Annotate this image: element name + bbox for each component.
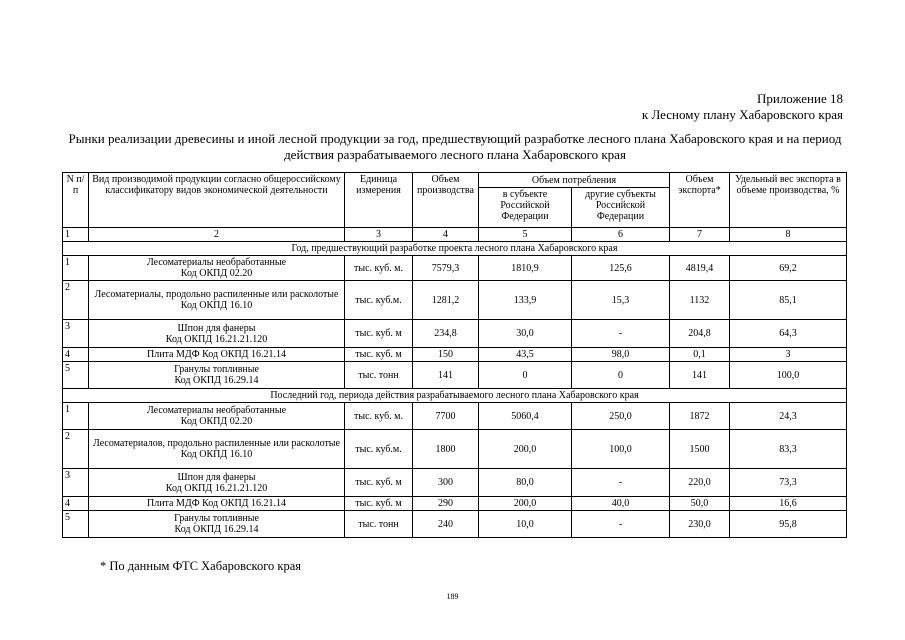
product-cell (89, 469, 345, 497)
col-number: 2 (89, 228, 345, 242)
col-number: 1 (63, 228, 89, 242)
product-name: Шпон для фанеры (177, 322, 256, 334)
export-cell: 230,0 (670, 511, 730, 538)
production-cell: 150 (413, 348, 479, 362)
appendix-note (642, 91, 843, 123)
appendix-line-1: Приложение 18 (756, 91, 843, 106)
in-subject-cell: 0 (479, 362, 572, 389)
col-number: 4 (413, 228, 479, 242)
col-header-kind: Вид производимой продукции согласно общероссийскому классификатору видов экономической деятельности (89, 173, 345, 228)
export-cell: 1500 (670, 430, 730, 469)
export-share-cell: 3 (730, 348, 847, 362)
row-number: 3 (63, 469, 89, 497)
export-share-cell: 95,8 (730, 511, 847, 538)
table-row (63, 281, 847, 320)
row-number: 5 (63, 511, 89, 538)
in-subject-cell: 133,9 (479, 281, 572, 320)
other-subjects-cell: - (572, 320, 670, 348)
export-cell: 1872 (670, 403, 730, 430)
product-code: Код ОКПД 16.29.14 (174, 524, 259, 535)
export-cell: 4819,4 (670, 256, 730, 281)
product-cell (89, 362, 345, 389)
markets-table (62, 172, 847, 538)
other-subjects-cell: - (572, 511, 670, 538)
col-header-other-subjects: другие субъекты Российской Федерации (572, 188, 670, 228)
row-number: 4 (63, 497, 89, 511)
product-cell (89, 256, 345, 281)
page-number: 189 (446, 592, 459, 601)
production-cell: 7579,3 (413, 256, 479, 281)
col-number: 8 (730, 228, 847, 242)
in-subject-cell: 30,0 (479, 320, 572, 348)
title-line-2: действия разрабатываемого лесного плана Хабаровского края (284, 147, 626, 162)
table-header (63, 173, 847, 242)
production-cell: 234,8 (413, 320, 479, 348)
product-code: Код ОКПД 16.21.21.120 (165, 333, 268, 345)
section-1 (63, 242, 847, 389)
product-code: Код ОКПД 02.20 (180, 416, 253, 427)
export-share-cell: 16,6 (730, 497, 847, 511)
footnote: * По данным ФТС Хабаровского края (100, 559, 302, 573)
section-2 (63, 389, 847, 538)
col-number: 7 (670, 228, 730, 242)
other-subjects-cell: 15,3 (572, 281, 670, 320)
export-share-cell: 83,3 (730, 430, 847, 469)
product-code: Код ОКПД 16.10 (180, 300, 253, 311)
production-cell: 7700 (413, 403, 479, 430)
table-row (63, 348, 847, 362)
in-subject-cell: 10,0 (479, 511, 572, 538)
export-cell: 50,0 (670, 497, 730, 511)
product-cell (89, 320, 345, 348)
product-cell (89, 348, 345, 362)
col-header-production: Объем производства (413, 173, 479, 228)
table-row (63, 403, 847, 430)
title-line-1: Рынки реализации древесины и иной лесной продукции за год, предшествующий разработке лесного плана Хабаровского края и на период (68, 131, 842, 146)
unit-cell: тыс. тонн (345, 511, 413, 538)
table-row (63, 497, 847, 511)
production-cell: 141 (413, 362, 479, 389)
other-subjects-cell: 250,0 (572, 403, 670, 430)
production-cell: 290 (413, 497, 479, 511)
product-name: Лесоматериалы необработанные (146, 257, 287, 268)
document-title (60, 131, 850, 163)
product-cell (89, 511, 345, 538)
row-number: 2 (63, 430, 89, 469)
product-name: Гранулы топливные (174, 364, 259, 375)
product-cell (89, 430, 345, 469)
table-row (63, 511, 847, 538)
col-header-unit: Единица измерения (345, 173, 413, 228)
unit-cell: тыс. куб.м. (345, 281, 413, 320)
other-subjects-cell: 100,0 (572, 430, 670, 469)
appendix-line-2: к Лесному плану Хабаровского края (641, 107, 843, 122)
row-number: 3 (63, 320, 89, 348)
unit-cell: тыс. куб. м. (345, 403, 413, 430)
export-cell: 204,8 (670, 320, 730, 348)
row-number: 1 (63, 403, 89, 430)
table-row (63, 362, 847, 389)
col-header-export: Объем экспорта* (670, 173, 730, 228)
export-cell: 141 (670, 362, 730, 389)
col-header-in-subject: в субъекте Российской Федерации (479, 188, 572, 228)
export-share-cell: 64,3 (730, 320, 847, 348)
in-subject-cell: 43,5 (479, 348, 572, 362)
product-code: Код ОКПД 02.20 (180, 268, 253, 279)
in-subject-cell: 1810,9 (479, 256, 572, 281)
unit-cell: тыс. куб.м. (345, 430, 413, 469)
product-name: Лесоматериалы, продольно распиленные или расколотые (94, 289, 339, 300)
table-row (63, 256, 847, 281)
col-header-export-share: Удельный вес экспорта в объеме производства, % (730, 173, 847, 228)
product-name: Плита МДФ Код ОКПД 16.21.14 (146, 498, 286, 509)
row-number: 4 (63, 348, 89, 362)
col-number: 5 (479, 228, 572, 242)
product-cell (89, 497, 345, 511)
in-subject-cell: 80,0 (479, 469, 572, 497)
export-share-cell: 85,1 (730, 281, 847, 320)
export-share-cell: 100,0 (730, 362, 847, 389)
other-subjects-cell: 98,0 (572, 348, 670, 362)
other-subjects-cell: 0 (572, 362, 670, 389)
other-subjects-cell: 125,6 (572, 256, 670, 281)
table-row (63, 430, 847, 469)
in-subject-cell: 200,0 (479, 497, 572, 511)
unit-cell: тыс. куб. м. (345, 256, 413, 281)
col-number: 6 (572, 228, 670, 242)
product-cell (89, 281, 345, 320)
production-cell: 300 (413, 469, 479, 497)
product-name: Лесоматериалы необработанные (146, 405, 287, 416)
col-number: 3 (345, 228, 413, 242)
production-cell: 1800 (413, 430, 479, 469)
unit-cell: тыс. куб. м (345, 497, 413, 511)
product-code: Код ОКПД 16.29.14 (174, 375, 259, 386)
row-number: 5 (63, 362, 89, 389)
export-share-cell: 73,3 (730, 469, 847, 497)
production-cell: 1281,2 (413, 281, 479, 320)
table-row (63, 469, 847, 497)
in-subject-cell: 200,0 (479, 430, 572, 469)
export-share-cell: 69,2 (730, 256, 847, 281)
product-code: Код ОКПД 16.10 (180, 449, 253, 460)
product-name: Лесоматериалов, продольно распиленные или расколотые (93, 438, 340, 449)
export-cell: 1132 (670, 281, 730, 320)
product-name: Шпон для фанеры (177, 471, 256, 483)
col-header-consumption: Объем потребления (479, 173, 670, 188)
unit-cell: тыс. куб. м (345, 348, 413, 362)
col-header-n: N п/п (63, 173, 89, 228)
other-subjects-cell: 40,0 (572, 497, 670, 511)
table-row (63, 320, 847, 348)
product-cell (89, 403, 345, 430)
export-share-cell: 24,3 (730, 403, 847, 430)
export-cell: 220,0 (670, 469, 730, 497)
product-code: Код ОКПД 16.21.21.120 (165, 482, 268, 494)
in-subject-cell: 5060,4 (479, 403, 572, 430)
row-number: 1 (63, 256, 89, 281)
row-number: 2 (63, 281, 89, 320)
section-title: Последний год, периода действия разрабатываемого лесного плана Хабаровского края (63, 389, 847, 403)
unit-cell: тыс. тонн (345, 362, 413, 389)
section-title: Год, предшествующий разработке проекта лесного плана Хабаровского края (63, 242, 847, 256)
unit-cell: тыс. куб. м (345, 320, 413, 348)
other-subjects-cell: - (572, 469, 670, 497)
export-cell: 0,1 (670, 348, 730, 362)
unit-cell: тыс. куб. м (345, 469, 413, 497)
column-number-row (63, 228, 847, 242)
product-name: Плита МДФ Код ОКПД 16.21.14 (146, 349, 286, 360)
product-name: Гранулы топливные (174, 513, 259, 524)
production-cell: 240 (413, 511, 479, 538)
